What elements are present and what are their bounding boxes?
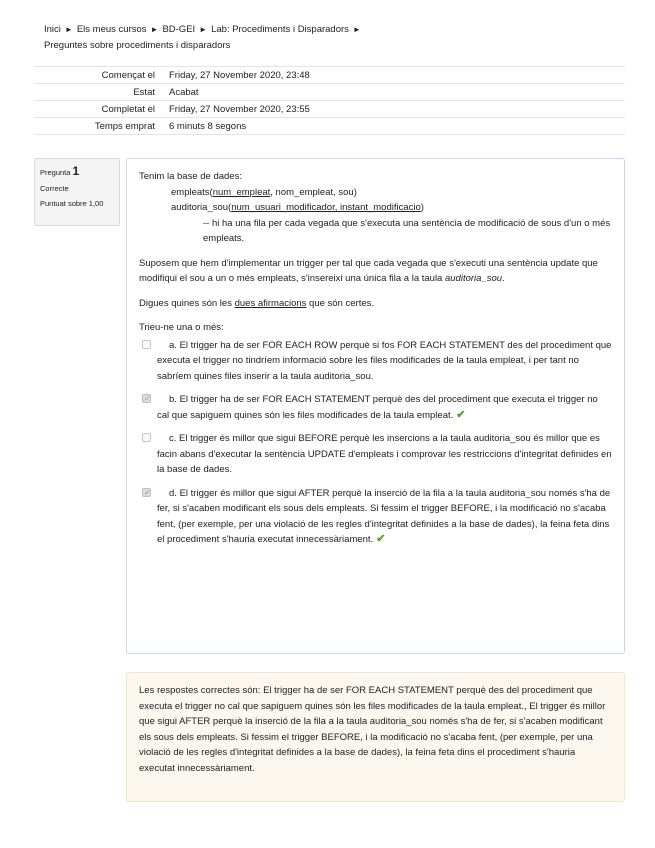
answer-checkbox[interactable] xyxy=(142,394,151,403)
summary-row-state xyxy=(34,84,625,101)
triangle-right-icon: ► xyxy=(352,25,361,34)
summary-label: Temps emprat xyxy=(94,120,155,132)
breadcrumb-home[interactable]: Inici xyxy=(44,24,61,35)
answer-option-a[interactable] xyxy=(139,338,612,385)
question-number: Pregunta 1 xyxy=(40,164,80,178)
question-intro: Tenim la base de dades: xyxy=(139,171,242,182)
correct-answer-feedback xyxy=(126,672,625,802)
check-icon: ✔ xyxy=(376,533,386,545)
summary-row-time-taken xyxy=(34,118,625,135)
summary-value: Friday, 27 November 2020, 23:55 xyxy=(169,103,310,115)
question-statement: Suposem que hem d'implementar un trigger per tal que cada vegada que s'executi una sentència update que modifiqui el sou a un o més empleats, s'insereixi una única fila a la taula auditoria_sou. xyxy=(139,257,598,284)
feedback-text: Les respostes correctes són: El trigger ha de ser FOR EACH STATEMENT perquè des del procediment que executa el trigger no cal que sapiguem quines són les files modificades de la taula empleat., El trigger és millor que sigui AFTER perquè la inserció de la fila a la taula auditoria_sou només s'ha de fer, si s'acaben modificant els sous dels empleats. Si fessim el trigger BEFORE, i la modificació no s'acaba fent, (per exemple, per una violació de les regles d'integritat definides a la base de dades), la feina feta dins el procediment s'hauria executat innecessàriament. xyxy=(139,685,606,774)
question-state: Correcte xyxy=(40,184,69,193)
breadcrumb xyxy=(44,22,624,54)
answer-letter: b. xyxy=(169,394,177,405)
question-info xyxy=(34,158,120,226)
triangle-right-icon: ► xyxy=(150,25,159,34)
answer-option-c[interactable] xyxy=(139,431,612,478)
schema-auditoria-sou: auditoria_sou(num_usuari_modificador, instant_modificacio) xyxy=(171,202,424,213)
breadcrumb-quiz[interactable]: Preguntes sobre procediments i disparadors xyxy=(44,40,231,51)
answer-letter: d. xyxy=(169,487,177,499)
summary-label: Estat xyxy=(133,86,155,98)
question-grade: Puntuat sobre 1,00 xyxy=(40,199,104,208)
summary-value: Friday, 27 November 2020, 23:48 xyxy=(169,69,310,81)
question-ask: Digues quines són les dues afirmacions que són certes. xyxy=(139,297,375,309)
answer-list xyxy=(139,338,612,548)
answer-checkbox[interactable] xyxy=(142,488,151,497)
summary-value: Acabat xyxy=(169,86,199,98)
answer-letter: a. xyxy=(169,339,177,351)
triangle-right-icon: ► xyxy=(199,25,208,34)
breadcrumb-my-courses[interactable]: Els meus cursos xyxy=(76,24,147,35)
triangle-right-icon: ► xyxy=(64,25,73,34)
answer-text: El trigger ha de ser FOR EACH ROW perquè si fos FOR EACH STATEMENT des del procediment que executa el trigger no tindríem informació sobre les files modificades de la taula empleat, i per tant no sabríem quines files inserir a la taula auditoria_sou. xyxy=(157,339,612,382)
breadcrumb-course[interactable]: BD-GEI xyxy=(162,24,196,35)
check-icon: ✔ xyxy=(456,408,466,421)
answer-checkbox[interactable] xyxy=(142,340,151,349)
answer-option-d[interactable] xyxy=(139,486,612,548)
attempt-summary-table xyxy=(34,66,625,135)
schema-empleats: empleats(num_empleat, nom_empleat, sou) xyxy=(171,186,357,198)
answer-text: El trigger ha de ser FOR EACH STATEMENT perquè des del procediment que executa el trigger no cal que sapiguem quines són les files modificades de la taula empleat. xyxy=(157,394,598,421)
breadcrumb-section[interactable]: Lab: Procediments i Disparadors xyxy=(211,24,349,35)
answer-checkbox[interactable] xyxy=(142,433,151,442)
answer-letter: c. xyxy=(169,433,177,444)
schema-comment: -- hi ha una fila per cada vegada que s'executa una sentència de modificació de sous d'un o més empleats. xyxy=(203,217,611,244)
answer-prompt: Trieu-ne una o més: xyxy=(139,322,224,333)
answer-text: El trigger és millor que sigui BEFORE perquè les insercions a la taula auditoria_sou és millor que es facin abans d'executar la sentència UPDATE d'empleats i comprovar les restriccions d'integritat definides en la base de dades. xyxy=(157,433,612,475)
answer-option-b[interactable] xyxy=(139,392,612,423)
summary-row-completed xyxy=(34,101,625,118)
question-formulation xyxy=(126,158,625,654)
summary-value: 6 minuts 8 segons xyxy=(169,120,247,132)
answer-text: El trigger és millor que sigui AFTER perquè la inserció de la fila a la taula auditoria_sou només s'ha de fer, si s'acaben modificant els sous dels empleats. Si fessim el trigger BEFORE, i la modificació no s'acaba fent, (per exemple, per una violació de les regles d'integritat definides a la base de dades), la feina feta dins el procediment s'hauria executat innecessàriament. xyxy=(157,487,611,545)
summary-label: Completat el xyxy=(101,103,155,115)
summary-row-started xyxy=(34,67,625,84)
summary-label: Començat el xyxy=(101,69,155,81)
